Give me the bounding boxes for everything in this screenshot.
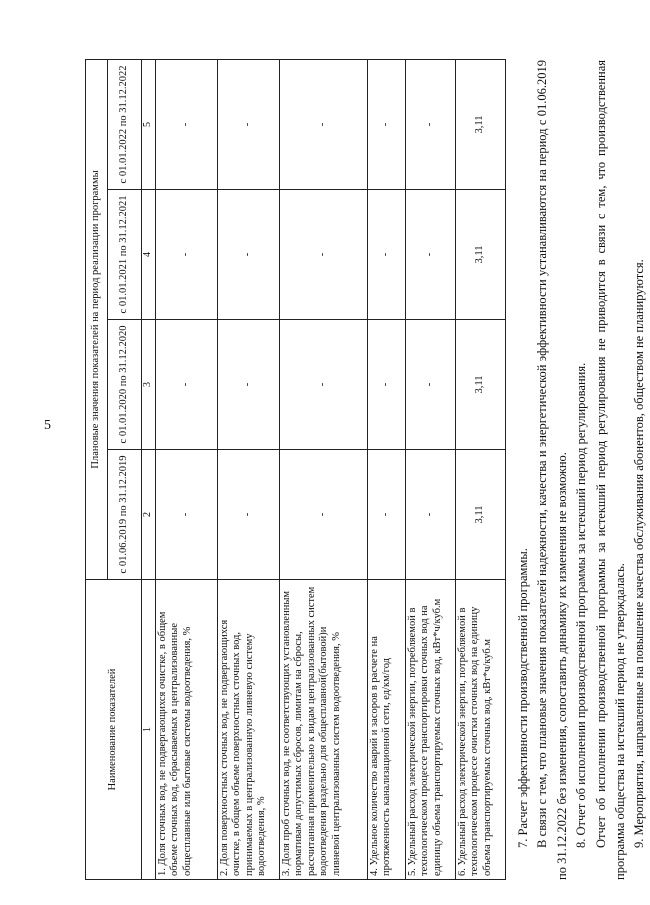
indicator-name: 6. Удельный расход электрической энергии, потребляемой в технологическом процессе очистки сточных вод на единицу объема транспортируемых сточных вод, кВт*ч/куб.м xyxy=(456,580,506,880)
indicator-value: 3,11 xyxy=(456,190,506,320)
indicator-value: - xyxy=(156,59,218,189)
group-header: Плановые значения показателей на период реализации программы xyxy=(86,59,108,579)
indicator-value: - xyxy=(218,59,280,189)
indicator-value: - xyxy=(406,450,456,580)
indicators-table xyxy=(85,59,506,880)
indicator-name: 1. Доля сточных вод, не подвергающихся очистке, в общем объеме сточных вод, сбрасываемых в централизованные общесплавные или бытовые системы водоотведения, % xyxy=(156,580,218,880)
indicator-value: - xyxy=(280,190,368,320)
indicator-value: 3,11 xyxy=(456,59,506,189)
table-row xyxy=(218,59,280,879)
indicator-value: - xyxy=(218,320,280,450)
indicator-value: - xyxy=(368,190,406,320)
table-row xyxy=(456,59,506,879)
col-header-name: Наименование показателей xyxy=(86,580,142,880)
indicator-value: - xyxy=(156,320,218,450)
indicator-value: - xyxy=(406,320,456,450)
indicator-value: - xyxy=(368,59,406,189)
section-8-text: Отчет об исполнении производственной программы за истекший период регулирования не приводится в связи с тем, что производственная программа общества на истекший период не утверждалась. xyxy=(593,60,627,880)
indicator-value: - xyxy=(280,59,368,189)
table-row xyxy=(156,59,218,879)
period-header: с 01.06.2019 по 31.12.2019 xyxy=(108,450,142,580)
indicator-name: 5. Удельный расход электрической энергии, потребляемой в технологическом процессе транспортировки сточных вод на единицу объема транспортируемых сточных вод, кВт*ч/куб.м xyxy=(406,580,456,880)
indicator-value: - xyxy=(280,320,368,450)
indicator-name: 4. Удельное количество аварий и засоров в расчете на протяженность канализационной сети, ед/км/год xyxy=(368,580,406,880)
column-number: 5 xyxy=(142,59,156,189)
column-number: 4 xyxy=(142,190,156,320)
column-number: 2 xyxy=(142,450,156,580)
indicator-value: - xyxy=(368,450,406,580)
table-row xyxy=(280,59,368,879)
indicator-value: - xyxy=(218,190,280,320)
indicator-value: - xyxy=(280,450,368,580)
indicator-name: 3. Доля проб сточных вод, не соответствующих установленным нормативам допустимых сбросов, лимитам на сбросы, рассчитанная применительно к видам централизованных систем водоотведения раздельно для общесплавной(бытовой)и ливневой централизованных систем водоотведения, % xyxy=(280,580,368,880)
section-9-title: 9. Мероприятия, направленные на повышение качества обслуживания абонентов, обществом не планируются. xyxy=(632,259,647,848)
column-number: 3 xyxy=(142,320,156,450)
rotated-content xyxy=(85,60,647,880)
indicator-value: 3,11 xyxy=(456,450,506,580)
period-header: с 01.01.2021 по 31.12.2021 xyxy=(108,190,142,320)
table-row xyxy=(406,59,456,879)
footer-text xyxy=(514,60,650,880)
indicator-value: - xyxy=(368,320,406,450)
table-row xyxy=(368,59,406,879)
page-number: 5 xyxy=(44,418,51,433)
section-8-title: 8. Отчет об исполнении производственной программы за истекший период регулирования. xyxy=(574,362,589,848)
indicator-value: - xyxy=(218,450,280,580)
indicator-name: 2. Доля поверхностных сточных вод, не подвергающихся очистке, в общем объеме поверхностных сточных вод, принимаемых в централизованную ливневую систему водоотведения, % xyxy=(218,580,280,880)
period-header: с 01.01.2022 по 31.12.2022 xyxy=(108,59,142,189)
period-header: с 01.01.2020 по 31.12.2020 xyxy=(108,320,142,450)
column-number: 1 xyxy=(142,580,156,880)
indicator-value: - xyxy=(156,450,218,580)
section-7-title: 7. Расчет эффективности производственной программы. xyxy=(516,548,530,848)
indicator-value: - xyxy=(156,190,218,320)
indicator-value: - xyxy=(406,190,456,320)
indicator-value: - xyxy=(406,59,456,189)
section-7-text: В связи с тем, что плановые значения показателей надежности, качества и энергетической эффективности устанавливаются на период с 01.06.2019 по 31.12.2022 без изменения, сопоставить динамику их изменения не возможно. xyxy=(535,60,569,880)
indicator-value: 3,11 xyxy=(456,320,506,450)
